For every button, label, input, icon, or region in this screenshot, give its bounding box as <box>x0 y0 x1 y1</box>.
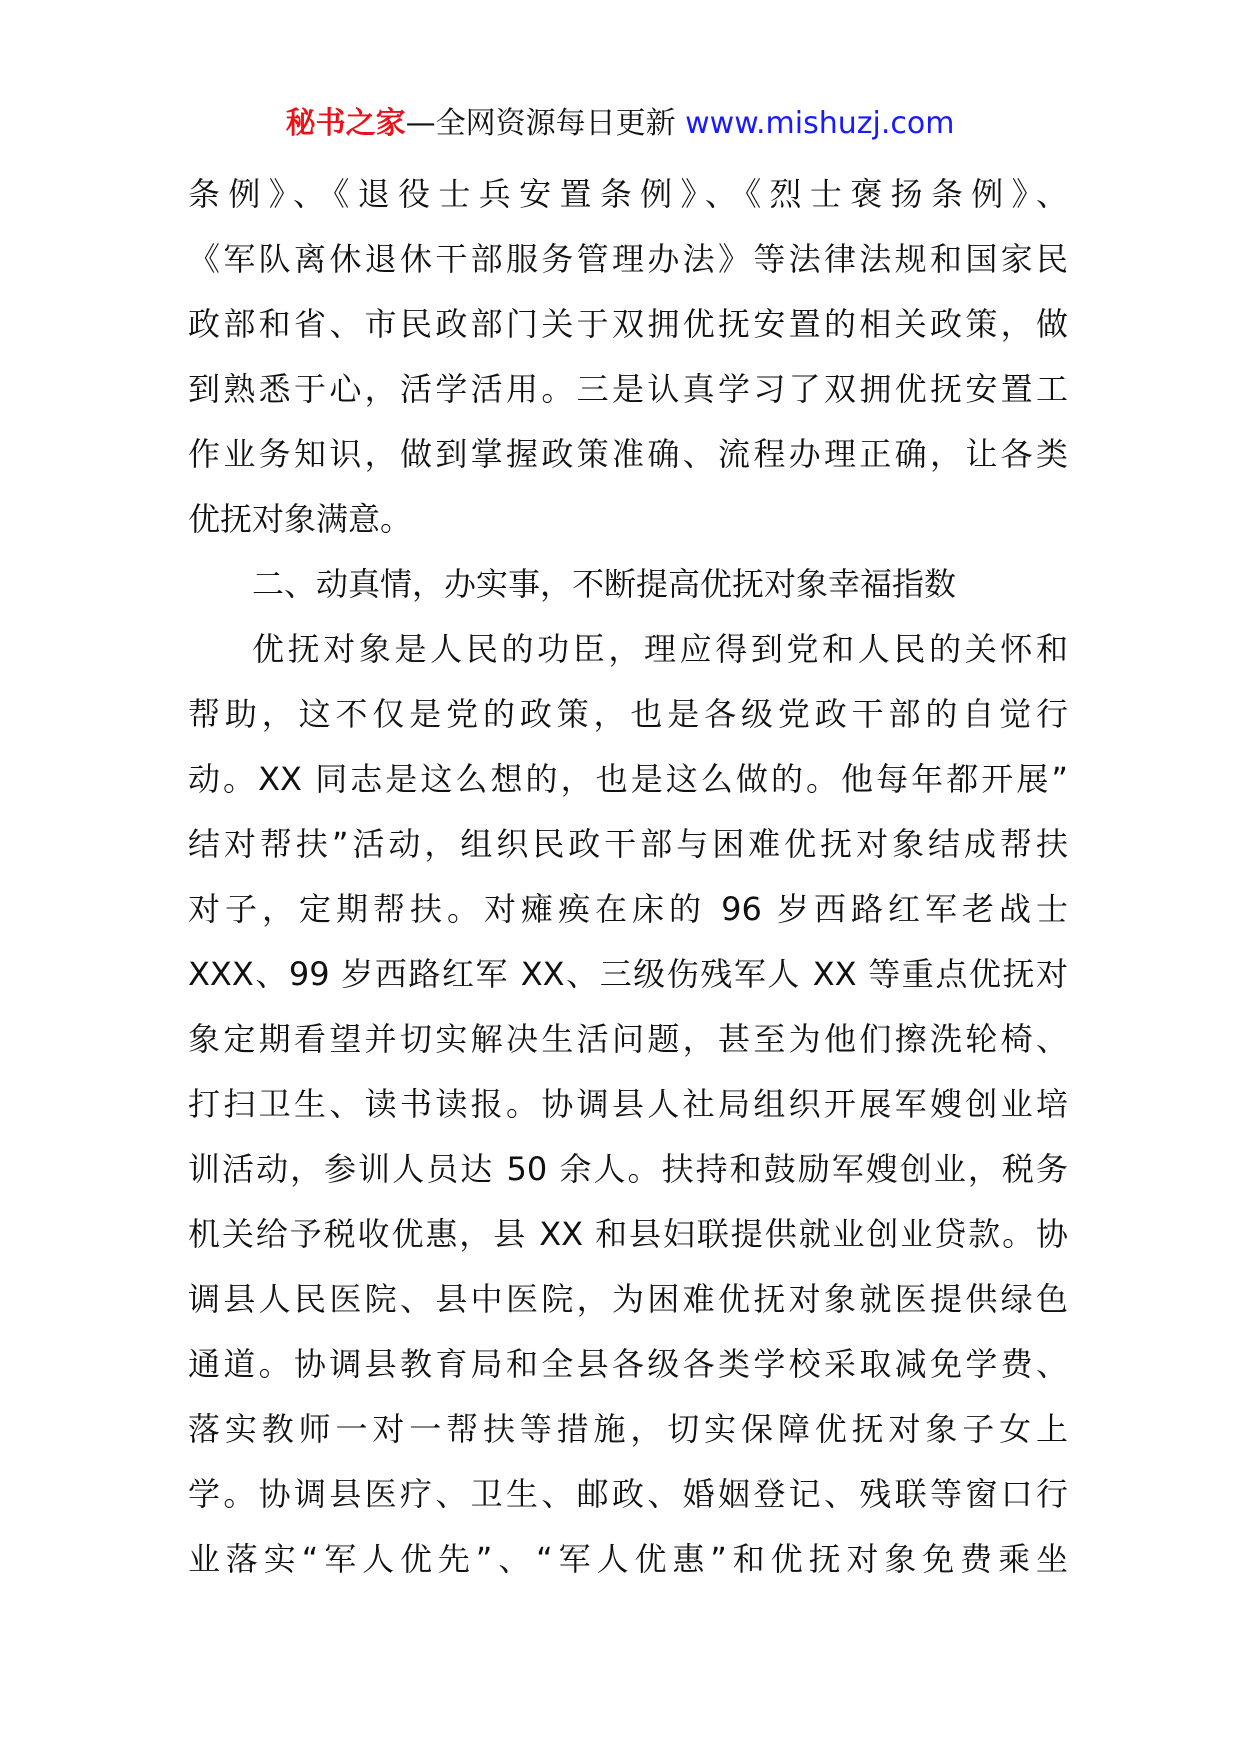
paragraph-first-line: 优抚对象是人民的功臣，理应得到党和人民的关怀和 <box>252 630 1068 668</box>
text-line: 动。XX 同志是这么想的，也是这么做的。他每年都开展” <box>188 760 1068 798</box>
text-line: 政部和省、市民政部门关于双拥优抚安置的相关政策，做 <box>188 305 1068 343</box>
text-line: 象定期看望并切实解决生活问题，甚至为他们擦洗轮椅、 <box>188 1020 1068 1058</box>
header-brand: 秘书之家 <box>285 106 406 141</box>
text-line: 到熟悉于心，活学活用。三是认真学习了双拥优抚安置工 <box>188 370 1068 408</box>
body-text <box>188 162 1068 1592</box>
text-line: 优抚对象满意。 <box>188 500 413 538</box>
text-line: 调县人民医院、县中医院，为困难优抚对象就医提供绿色 <box>188 1280 1068 1318</box>
text-line: 训活动，参训人员达 50 余人。扶持和鼓励军嫂创业，税务 <box>188 1150 1068 1188</box>
text-line: 打扫卫生、读书读报。协调县人社局组织开展军嫂创业培 <box>188 1085 1068 1123</box>
header-url-link[interactable]: www.mishuzj.com <box>685 106 955 141</box>
text-line: 结对帮扶”活动，组织民政干部与困难优抚对象结成帮扶 <box>188 825 1068 863</box>
text-line: 帮助，这不仅是党的政策，也是各级党政干部的自觉行 <box>188 695 1068 733</box>
text-line: 业落实“军人优先”、“军人优惠”和优抚对象免费乘坐 <box>188 1540 1068 1578</box>
text-line: 机关给予税收优惠，县 XX 和县妇联提供就业创业贷款。协 <box>188 1215 1068 1253</box>
text-line: 学。协调县医疗、卫生、邮政、婚姻登记、残联等窗口行 <box>188 1475 1068 1513</box>
text-line: XXX、99 岁西路红军 XX、三级伤残军人 XX 等重点优抚对 <box>188 955 1068 993</box>
text-line: 条例》、《退役士兵安置条例》、《烈士褒扬条例》、 <box>188 175 1068 213</box>
text-line: 作业务知识，做到掌握政策准确、流程办理正确，让各类 <box>188 435 1068 473</box>
text-line: 通道。协调县教育局和全县各级各类学校采取减免学费、 <box>188 1345 1068 1383</box>
page-header <box>0 100 1240 148</box>
header-tagline: —全网资源每日更新 <box>405 106 676 141</box>
section-heading: 二、动真情，办实事，不断提高优抚对象幸福指数 <box>252 565 957 603</box>
text-line: 对子，定期帮扶。对瘫痪在床的 96 岁西路红军老战士 <box>188 890 1068 928</box>
text-line: 落实教师一对一帮扶等措施，切实保障优抚对象子女上 <box>188 1410 1068 1448</box>
text-line: 《军队离休退休干部服务管理办法》等法律法规和国家民 <box>188 240 1068 278</box>
